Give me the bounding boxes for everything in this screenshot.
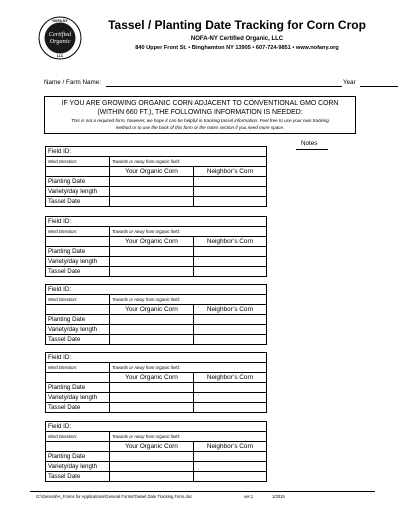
row-label: Planting Date	[46, 247, 110, 257]
towards-away-label: Towards or Away from organic field:	[110, 432, 267, 442]
field-id-label: Field ID:	[46, 353, 267, 363]
your-organic-corn-header: Your Organic Corn	[110, 442, 194, 452]
neighbors-corn-header: Neighbor’s Corn	[194, 442, 267, 452]
name-year-row	[44, 78, 364, 88]
wind-direction-label: Wind Direction:	[46, 227, 110, 237]
footer-version: ver.1	[244, 494, 254, 499]
towards-away-label: Towards or Away from organic field:	[110, 157, 267, 167]
table-row	[46, 177, 267, 187]
your-corn-cell[interactable]	[110, 257, 194, 267]
neighbor-corn-cell[interactable]	[194, 393, 267, 403]
neighbor-corn-cell[interactable]	[194, 335, 267, 345]
row-label: Planting Date	[46, 452, 110, 462]
your-corn-cell[interactable]	[110, 247, 194, 257]
svg-text:Organic: Organic	[49, 38, 71, 45]
table-row	[46, 452, 267, 462]
svg-text:NOFA-NY: NOFA-NY	[52, 19, 68, 24]
page-title: Tassel / Planting Date Tracking for Corn Crop	[108, 18, 366, 32]
table-row	[46, 442, 267, 452]
field-block	[45, 284, 267, 345]
row-label: Tassel Date	[46, 403, 110, 413]
towards-away-label: Towards or Away from organic field:	[110, 227, 267, 237]
table-row	[46, 227, 267, 237]
wind-direction-label: Wind Direction:	[46, 157, 110, 167]
your-corn-cell[interactable]	[110, 462, 194, 472]
footer-divider	[30, 491, 375, 492]
neighbor-corn-cell[interactable]	[194, 403, 267, 413]
wind-direction-label: Wind Direction:	[46, 432, 110, 442]
row-label: Variety/day length	[46, 325, 110, 335]
table-row	[46, 363, 267, 373]
table-row	[46, 353, 267, 363]
table-row	[46, 462, 267, 472]
your-corn-cell[interactable]	[110, 267, 194, 277]
table-row	[46, 325, 267, 335]
your-corn-cell[interactable]	[110, 403, 194, 413]
neighbor-corn-cell[interactable]	[194, 187, 267, 197]
blank-cell	[46, 167, 110, 177]
table-row	[46, 187, 267, 197]
table-row	[46, 217, 267, 227]
row-label: Variety/day length	[46, 393, 110, 403]
field-id-label: Field ID:	[46, 147, 267, 157]
organization-name: NOFA-NY Certified Organic, LLC	[190, 36, 284, 42]
table-row	[46, 197, 267, 207]
row-label: Tassel Date	[46, 335, 110, 345]
table-row	[46, 432, 267, 442]
wind-direction-label: Wind Direction:	[46, 363, 110, 373]
row-label: Planting Date	[46, 315, 110, 325]
neighbor-corn-cell[interactable]	[194, 257, 267, 267]
your-corn-cell[interactable]	[110, 452, 194, 462]
your-corn-cell[interactable]	[110, 383, 194, 393]
neighbors-corn-header: Neighbor’s Corn	[194, 373, 267, 383]
table-row	[46, 383, 267, 393]
blank-cell	[46, 305, 110, 315]
field-id-label: Field ID:	[46, 422, 267, 432]
your-corn-cell[interactable]	[110, 393, 194, 403]
neighbor-corn-cell[interactable]	[194, 383, 267, 393]
nofa-ny-certified-organic-seal	[38, 16, 82, 60]
field-id-label: Field ID:	[46, 285, 267, 295]
table-row	[46, 472, 267, 482]
notice-subtext: This is not a required form, however, we hope it can be helpful in tracking tassel information. Feel free to use your own tracking method or to use the back of this form or the notes section if you need more space.	[71, 118, 329, 130]
row-label: Tassel Date	[46, 197, 110, 207]
your-corn-cell[interactable]	[110, 472, 194, 482]
row-label: Variety/day length	[46, 462, 110, 472]
your-corn-cell[interactable]	[110, 315, 194, 325]
your-organic-corn-header: Your Organic Corn	[110, 373, 194, 383]
table-row	[46, 167, 267, 177]
table-row	[46, 237, 267, 247]
notice-heading: IF YOU ARE GROWING ORGANIC CORN ADJACENT TO CONVENTIONAL GMO CORN (WITHIN 660 FT.), THE FOLLOWING INFORMATION IS NEEDED:	[61, 100, 339, 116]
towards-away-label: Towards or Away from organic field:	[110, 295, 267, 305]
table-row	[46, 335, 267, 345]
your-corn-cell[interactable]	[110, 325, 194, 335]
neighbor-corn-cell[interactable]	[194, 472, 267, 482]
table-row	[46, 285, 267, 295]
organization-address: 840 Upper Front St. • Binghamton NY 13905 • 607-724-9851 • www.nofany.org	[135, 45, 339, 51]
neighbors-corn-header: Neighbor’s Corn	[194, 167, 267, 177]
neighbor-corn-cell[interactable]	[194, 177, 267, 187]
table-row	[46, 422, 267, 432]
table-row	[46, 157, 267, 167]
row-label: Variety/day length	[46, 187, 110, 197]
row-label: Planting Date	[46, 177, 110, 187]
your-corn-cell[interactable]	[110, 177, 194, 187]
your-corn-cell[interactable]	[110, 187, 194, 197]
wind-direction-label: Wind Direction:	[46, 295, 110, 305]
svg-text:Certified: Certified	[48, 31, 72, 38]
row-label: Planting Date	[46, 383, 110, 393]
field-block	[45, 421, 267, 482]
table-row	[46, 393, 267, 403]
row-label: Tassel Date	[46, 267, 110, 277]
your-organic-corn-header: Your Organic Corn	[110, 167, 194, 177]
your-organic-corn-header: Your Organic Corn	[110, 305, 194, 315]
footer-date: 1/2015	[272, 494, 285, 499]
table-row	[46, 305, 267, 315]
blank-cell	[46, 373, 110, 383]
table-row	[46, 403, 267, 413]
neighbor-corn-cell[interactable]	[194, 452, 267, 462]
neighbors-corn-header: Neighbor’s Corn	[194, 237, 267, 247]
row-label: Variety/day length	[46, 257, 110, 267]
name-label: Name / Farm Name:	[44, 79, 102, 86]
footer	[36, 494, 285, 500]
neighbor-corn-cell[interactable]	[194, 462, 267, 472]
table-row	[46, 295, 267, 305]
name-field[interactable]	[106, 86, 342, 87]
footer-file-path: G:\General\A_Forms for Applications\General Forms\Tassel Date Tracking Form.doc	[36, 494, 193, 499]
table-row	[46, 373, 267, 383]
neighbor-corn-cell[interactable]	[194, 315, 267, 325]
notes-underline	[296, 149, 328, 150]
table-row	[46, 257, 267, 267]
your-organic-corn-header: Your Organic Corn	[110, 237, 194, 247]
field-block	[45, 352, 267, 413]
table-row	[46, 315, 267, 325]
neighbors-corn-header: Neighbor’s Corn	[194, 305, 267, 315]
field-block	[45, 216, 267, 277]
your-corn-cell[interactable]	[110, 197, 194, 207]
notice-box	[44, 96, 356, 134]
blank-cell	[46, 442, 110, 452]
blank-cell	[46, 237, 110, 247]
neighbor-corn-cell[interactable]	[194, 197, 267, 207]
year-label: Year	[343, 79, 356, 86]
table-row	[46, 147, 267, 157]
svg-text:LLC: LLC	[56, 54, 64, 59]
neighbor-corn-cell[interactable]	[194, 325, 267, 335]
table-row	[46, 267, 267, 277]
row-label: Tassel Date	[46, 472, 110, 482]
field-block	[45, 146, 267, 207]
field-id-label: Field ID:	[46, 217, 267, 227]
neighbor-corn-cell[interactable]	[194, 247, 267, 257]
towards-away-label: Towards or Away from organic field:	[110, 363, 267, 373]
neighbor-corn-cell[interactable]	[194, 267, 267, 277]
table-row	[46, 247, 267, 257]
notes-label: Notes	[301, 140, 318, 147]
your-corn-cell[interactable]	[110, 335, 194, 345]
year-field[interactable]	[360, 86, 398, 87]
